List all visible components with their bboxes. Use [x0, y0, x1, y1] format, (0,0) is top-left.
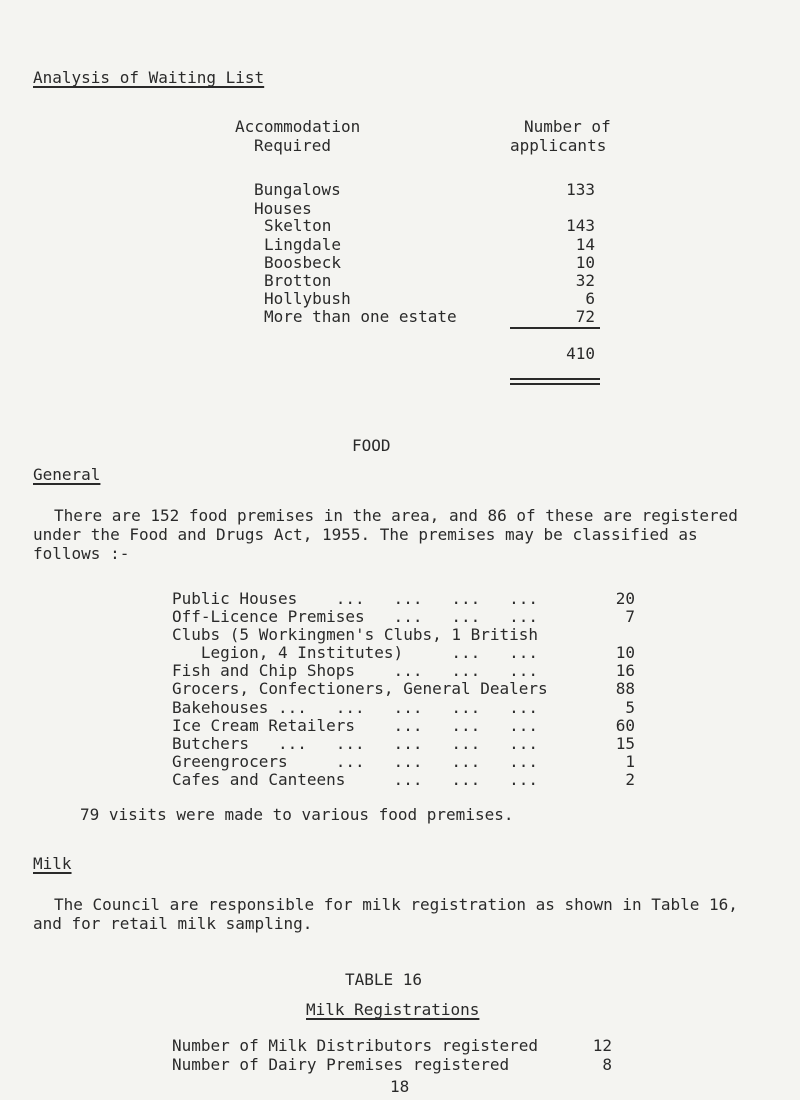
premises-value: 2	[625, 770, 635, 789]
premises-value: 60	[615, 716, 635, 735]
milk-heading: Milk	[33, 854, 72, 873]
waiting-row-label: More than one estate	[264, 307, 457, 326]
premises-label: Greengrocers ... ... ... ...	[172, 752, 539, 771]
col-applicants-line1: Number of	[524, 117, 611, 136]
milk-row-label: Number of Milk Distributors registered	[172, 1036, 539, 1055]
premises-value: 20	[615, 589, 635, 608]
waiting-row-value: 143	[566, 216, 595, 235]
premises-label: Butchers ... ... ... ... ...	[172, 734, 539, 753]
waiting-row-value: 133	[566, 180, 595, 199]
premises-value: 5	[625, 698, 635, 717]
subtotal-rule	[510, 327, 600, 329]
food-title: FOOD	[352, 436, 391, 455]
food-intro-line: follows :-	[33, 544, 130, 563]
premises-label: Public Houses ... ... ... ...	[172, 589, 539, 608]
milk-row-label: Number of Dairy Premises registered	[172, 1055, 510, 1074]
waiting-row-value: 32	[575, 271, 595, 290]
waiting-row-label: Houses	[254, 199, 312, 218]
premises-label: Legion, 4 Institutes) ... ...	[172, 643, 539, 662]
milk-row-value: 12	[592, 1036, 612, 1055]
food-intro-line: There are 152 food premises in the area, and 86 of these are registered	[54, 506, 738, 525]
table-title: TABLE 16	[345, 970, 423, 989]
premises-value: 1	[625, 752, 635, 771]
waiting-row-label: Hollybush	[264, 289, 351, 308]
premises-label: Cafes and Canteens ... ... ...	[172, 770, 539, 789]
premises-label: Ice Cream Retailers ... ... ...	[172, 716, 539, 735]
premises-value: 88	[615, 679, 635, 698]
premises-label: Bakehouses ... ... ... ... ...	[172, 698, 539, 717]
premises-value: 10	[615, 643, 635, 662]
total-double-rule-top	[510, 378, 600, 380]
waiting-list-heading: Analysis of Waiting List	[33, 68, 265, 87]
waiting-row-label: Lingdale	[264, 235, 342, 254]
page-number: 18	[390, 1077, 410, 1096]
waiting-row-label: Skelton	[264, 216, 332, 235]
waiting-row-value: 10	[575, 253, 595, 272]
col-accommodation-line1: Accommodation	[235, 117, 361, 136]
premises-label: Off-Licence Premises ... ... ...	[172, 607, 539, 626]
visits-text: 79 visits were made to various food premises.	[80, 805, 514, 824]
waiting-row-label: Boosbeck	[264, 253, 342, 272]
premises-value: 15	[615, 734, 635, 753]
premises-value: 7	[625, 607, 635, 626]
premises-label: Fish and Chip Shops ... ... ...	[172, 661, 539, 680]
milk-row-value: 8	[602, 1055, 612, 1074]
waiting-row-value: 6	[585, 289, 595, 308]
waiting-total: 410	[566, 344, 595, 363]
premises-label: Clubs (5 Workingmen's Clubs, 1 British	[172, 625, 539, 644]
total-double-rule-bottom	[510, 383, 600, 385]
waiting-row-label: Brotton	[264, 271, 332, 290]
food-intro-line: under the Food and Drugs Act, 1955. The premises may be classified as	[33, 525, 698, 544]
milk-intro-line: The Council are responsible for milk registration as shown in Table 16,	[54, 895, 738, 914]
waiting-row-value: 14	[575, 235, 595, 254]
col-applicants-line2: applicants	[510, 136, 607, 155]
table-subtitle: Milk Registrations	[306, 1000, 480, 1019]
waiting-row-value: 72	[575, 307, 595, 326]
col-accommodation-line2: Required	[254, 136, 332, 155]
premises-value: 16	[615, 661, 635, 680]
milk-intro-line: and for retail milk sampling.	[33, 914, 313, 933]
general-heading: General	[33, 465, 101, 484]
premises-label: Grocers, Confectioners, General Dealers	[172, 679, 548, 698]
waiting-row-label: Bungalows	[254, 180, 341, 199]
